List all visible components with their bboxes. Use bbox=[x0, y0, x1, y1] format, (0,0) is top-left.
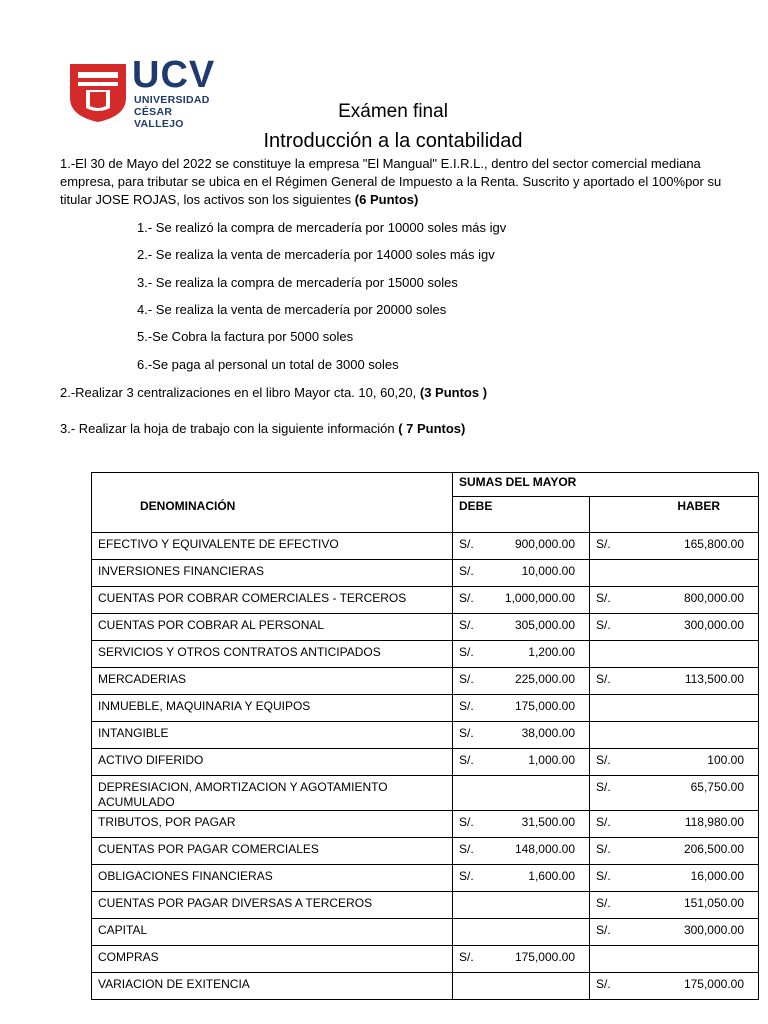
table-row bbox=[92, 722, 759, 749]
haber-cell bbox=[590, 533, 759, 560]
debe-amount: 900,000.00 bbox=[514, 537, 575, 551]
table-row bbox=[92, 641, 759, 668]
debe-cell bbox=[453, 641, 590, 668]
debe-amount: 148,000.00 bbox=[514, 842, 575, 856]
haber-cell bbox=[590, 865, 759, 892]
haber-amount: 800,000.00 bbox=[683, 591, 744, 605]
haber-amount: 65,750.00 bbox=[690, 780, 744, 794]
haber-amount: 165,800.00 bbox=[683, 537, 744, 551]
debe-cell bbox=[453, 533, 590, 560]
currency-symbol: S/. bbox=[459, 842, 474, 856]
logo-line1: UNIVERSIDAD bbox=[134, 94, 210, 106]
debe-cell bbox=[453, 614, 590, 641]
account-name: COMPRAS bbox=[92, 946, 453, 973]
account-name: CUENTAS POR PAGAR COMERCIALES bbox=[92, 838, 453, 865]
debe-amount: 175,000.00 bbox=[514, 950, 575, 964]
haber-amount: 113,500.00 bbox=[684, 672, 744, 686]
account-name: MERCADERIAS bbox=[92, 668, 453, 695]
account-name: VARIACION DE EXITENCIA bbox=[92, 973, 453, 1000]
currency-symbol: S/. bbox=[596, 780, 611, 794]
table-row bbox=[92, 973, 759, 1000]
question-3 bbox=[60, 420, 740, 438]
currency-symbol: S/. bbox=[596, 815, 611, 829]
table-row bbox=[92, 560, 759, 587]
table-row bbox=[92, 946, 759, 973]
account-name: CUENTAS POR COBRAR AL PERSONAL bbox=[92, 614, 453, 641]
haber-cell bbox=[590, 587, 759, 614]
debe-cell bbox=[453, 560, 590, 587]
currency-symbol: S/. bbox=[596, 591, 611, 605]
account-name: CUENTAS POR PAGAR DIVERSAS A TERCEROS bbox=[92, 892, 453, 919]
debe-amount: 1,200.00 bbox=[528, 645, 575, 659]
account-name: CUENTAS POR COBRAR COMERCIALES - TERCEROS bbox=[92, 587, 453, 614]
haber-cell bbox=[590, 892, 759, 919]
haber-amount: 206,500.00 bbox=[683, 842, 744, 856]
table-row bbox=[92, 587, 759, 614]
haber-cell bbox=[590, 838, 759, 865]
haber-cell bbox=[590, 722, 759, 749]
debe-amount: 305,000.00 bbox=[514, 618, 575, 632]
debe-cell bbox=[453, 811, 590, 838]
debe-amount: 225,000.00 bbox=[514, 672, 575, 686]
currency-symbol: S/. bbox=[459, 645, 474, 659]
currency-symbol: S/. bbox=[596, 618, 611, 632]
account-name: INVERSIONES FINANCIERAS bbox=[92, 560, 453, 587]
question-1-text: 1.-El 30 de Mayo del 2022 se constituye la empresa "El Mangual" E.I.R.L., dentro del sector comercial mediana empresa, para tributar se ubica en el Régimen General de Impuesto a la Renta. Suscrito y aportado el 100%por su titular JOSE ROJAS, los activos son los siguientes bbox=[60, 156, 722, 207]
col-haber: HABER bbox=[590, 497, 759, 533]
currency-symbol: S/. bbox=[459, 950, 474, 964]
logo-line2: CÉSAR VALLEJO bbox=[134, 106, 184, 130]
haber-cell bbox=[590, 695, 759, 722]
debe-cell bbox=[453, 946, 590, 973]
question-3-text: 3.- Realizar la hoja de trabajo con la siguiente información bbox=[60, 421, 399, 436]
debe-cell bbox=[453, 722, 590, 749]
currency-symbol: S/. bbox=[596, 923, 611, 937]
question-2 bbox=[60, 384, 740, 402]
table-row bbox=[92, 919, 759, 946]
table-row bbox=[92, 695, 759, 722]
question-2-text: 2.-Realizar 3 centralizaciones en el libro Mayor cta. 10, 60,20, bbox=[60, 385, 420, 400]
question-1-points: (6 Puntos) bbox=[354, 192, 419, 207]
currency-symbol: S/. bbox=[596, 537, 611, 551]
table-row bbox=[92, 865, 759, 892]
debe-cell bbox=[453, 749, 590, 776]
currency-symbol: S/. bbox=[459, 869, 474, 883]
list-item: 4.- Se realiza la venta de mercadería por 20000 soles bbox=[137, 302, 447, 317]
account-name: EFECTIVO Y EQUIVALENTE DE EFECTIVO bbox=[92, 533, 453, 560]
debe-cell bbox=[453, 776, 590, 811]
currency-symbol: S/. bbox=[459, 699, 474, 713]
list-item: 6.-Se paga al personal un total de 3000 soles bbox=[137, 357, 399, 372]
haber-cell bbox=[590, 919, 759, 946]
debe-amount: 175,000.00 bbox=[514, 699, 575, 713]
exam-title: Exámen final bbox=[338, 101, 448, 122]
haber-amount: 16,000.00 bbox=[690, 869, 744, 883]
debe-amount: 31,500.00 bbox=[521, 815, 575, 829]
account-name: DEPRESIACION, AMORTIZACION Y AGOTAMIENTO ACUMULADO bbox=[92, 776, 453, 811]
table-group-header-row bbox=[92, 473, 759, 497]
haber-cell bbox=[590, 946, 759, 973]
haber-amount: 118,980.00 bbox=[684, 815, 744, 829]
haber-cell bbox=[590, 749, 759, 776]
haber-amount: 300,000.00 bbox=[683, 618, 744, 632]
table-row bbox=[92, 776, 759, 811]
table-row bbox=[92, 838, 759, 865]
currency-symbol: S/. bbox=[459, 672, 474, 686]
group-header: SUMAS DEL MAYOR bbox=[453, 473, 759, 497]
list-item: 2.- Se realiza la venta de mercadería por 14000 soles más igv bbox=[137, 247, 495, 262]
currency-symbol: S/. bbox=[459, 753, 474, 767]
account-name: INMUEBLE, MAQUINARIA Y EQUIPOS bbox=[92, 695, 453, 722]
debe-cell bbox=[453, 892, 590, 919]
currency-symbol: S/. bbox=[459, 726, 474, 740]
table-row bbox=[92, 749, 759, 776]
debe-amount: 1,600.00 bbox=[528, 869, 575, 883]
table-header-row bbox=[92, 497, 759, 533]
debe-amount: 1,000,000.00 bbox=[504, 591, 575, 605]
currency-symbol: S/. bbox=[459, 564, 474, 578]
account-name: TRIBUTOS, POR PAGAR bbox=[92, 811, 453, 838]
debe-cell bbox=[453, 865, 590, 892]
haber-amount: 151,050.00 bbox=[683, 896, 744, 910]
question-3-points: ( 7 Puntos) bbox=[398, 421, 466, 436]
currency-symbol: S/. bbox=[596, 896, 611, 910]
table-row bbox=[92, 668, 759, 695]
currency-symbol: S/. bbox=[459, 618, 474, 632]
debe-cell bbox=[453, 838, 590, 865]
currency-symbol: S/. bbox=[459, 591, 474, 605]
haber-cell bbox=[590, 641, 759, 668]
list-item: 3.- Se realiza la compra de mercadería por 15000 soles bbox=[137, 275, 458, 290]
col-denominacion: DENOMINACIÓN bbox=[92, 497, 453, 533]
logo-name: UCV bbox=[132, 54, 216, 96]
account-name: ACTIVO DIFERIDO bbox=[92, 749, 453, 776]
currency-symbol: S/. bbox=[596, 672, 611, 686]
account-name: CAPITAL bbox=[92, 919, 453, 946]
haber-cell bbox=[590, 668, 759, 695]
debe-cell bbox=[453, 668, 590, 695]
question-1 bbox=[60, 155, 740, 209]
table-row bbox=[92, 892, 759, 919]
debe-cell bbox=[453, 919, 590, 946]
account-name: INTANGIBLE bbox=[92, 722, 453, 749]
table-row bbox=[92, 533, 759, 560]
question-2-points: (3 Puntos ) bbox=[419, 385, 488, 400]
table-row bbox=[92, 811, 759, 838]
debe-amount: 38,000.00 bbox=[521, 726, 575, 740]
haber-cell bbox=[590, 560, 759, 587]
table-row bbox=[92, 614, 759, 641]
currency-symbol: S/. bbox=[596, 842, 611, 856]
debe-cell bbox=[453, 587, 590, 614]
currency-symbol: S/. bbox=[596, 753, 611, 767]
currency-symbol: S/. bbox=[596, 977, 611, 991]
haber-cell bbox=[590, 811, 759, 838]
currency-symbol: S/. bbox=[596, 869, 611, 883]
worksheet-table bbox=[91, 472, 759, 1000]
col-debe: DEBE bbox=[453, 497, 590, 533]
exam-subtitle: Introducción a la contabilidad bbox=[263, 130, 523, 152]
haber-amount: 300,000.00 bbox=[683, 923, 744, 937]
haber-cell bbox=[590, 973, 759, 1000]
haber-amount: 175,000.00 bbox=[683, 977, 744, 991]
haber-cell bbox=[590, 614, 759, 641]
currency-symbol: S/. bbox=[459, 537, 474, 551]
list-item: 5.-Se Cobra la factura por 5000 soles bbox=[137, 329, 354, 344]
account-name: SERVICIOS Y OTROS CONTRATOS ANTICIPADOS bbox=[92, 641, 453, 668]
debe-amount: 10,000.00 bbox=[521, 564, 575, 578]
debe-amount: 1,000.00 bbox=[528, 753, 575, 767]
haber-cell bbox=[590, 776, 759, 811]
debe-cell bbox=[453, 973, 590, 1000]
currency-symbol: S/. bbox=[459, 815, 474, 829]
debe-cell bbox=[453, 695, 590, 722]
haber-amount: 100.00 bbox=[707, 753, 744, 767]
list-item: 1.- Se realizó la compra de mercadería por 10000 soles más igv bbox=[137, 220, 507, 235]
account-name: OBLIGACIONES FINANCIERAS bbox=[92, 865, 453, 892]
